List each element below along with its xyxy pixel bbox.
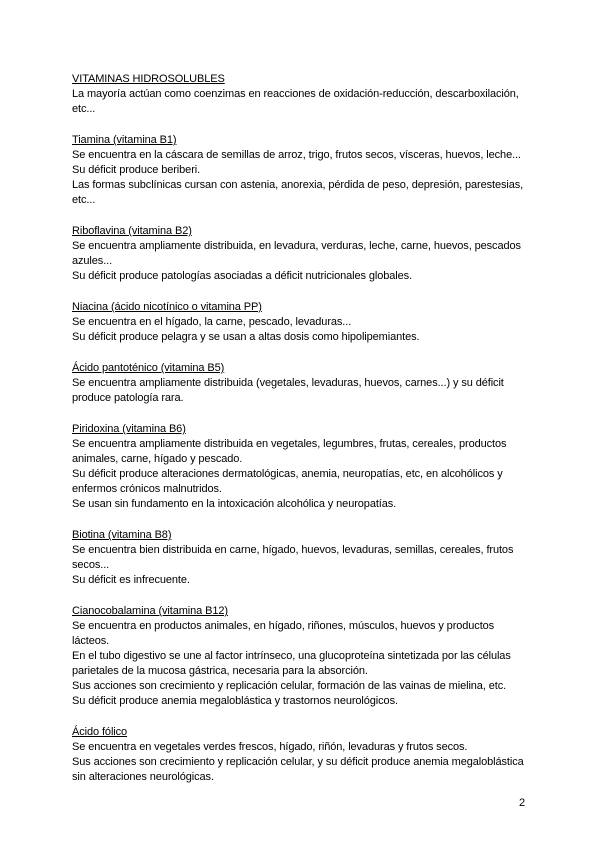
paragraph-line: Se encuentra en productos animales, en hígado, riñones, músculos, huevos y productos lácteos. (72, 620, 495, 647)
paragraph-line: La mayoría actúan como coenzimas en reacciones de oxidación-reducción, descarboxilación, etc... (72, 88, 519, 115)
section-heading: Piridoxina (vitamina B6) (72, 423, 186, 435)
section-heading: Ácido pantoténico (vitamina B5) (72, 362, 225, 374)
paragraph-line: Se encuentra ampliamente distribuida (vegetales, levaduras, huevos, carnes...) y su déficit produce patología rara. (72, 377, 504, 404)
page-number: 2 (519, 797, 526, 809)
section-heading: Niacina (ácido nicotínico o vitamina PP) (72, 301, 262, 313)
paragraph-line: Sus acciones son crecimiento y replicación celular, y su déficit produce anemia megaloblástica sin alteraciones neurológicas. (72, 756, 524, 783)
section-cianocobalamina (72, 604, 532, 709)
paragraph-line: Su déficit produce beriberi. (72, 164, 201, 176)
paragraph-line: Su déficit produce anemia megaloblástica y trastornos neurológicos. (72, 695, 398, 707)
section-heading: Ácido fólico (72, 726, 128, 738)
section-acido-pantotenico (72, 361, 532, 406)
section-heading: Tiamina (vitamina B1) (72, 134, 177, 146)
paragraph-line: Se encuentra en el hígado, la carne, pescado, levaduras... (72, 316, 352, 328)
section-heading: VITAMINAS HIDROSOLUBLES (72, 73, 225, 85)
section-tiamina (72, 133, 532, 208)
paragraph-line: Se encuentra bien distribuida en carne, hígado, huevos, levaduras, semillas, cereales, frutos secos... (72, 544, 514, 571)
section-niacina (72, 300, 532, 345)
paragraph-line: Su déficit produce patologías asociadas a déficit nutricionales globales. (72, 270, 413, 282)
paragraph-line: Se encuentra ampliamente distribuida en vegetales, legumbres, frutas, cereales, productos animales, carne, hígado y pescado. (72, 438, 507, 465)
paragraph-line: Las formas subclínicas cursan con astenia, anorexia, pérdida de peso, depresión, parestesias, etc... (72, 179, 524, 206)
paragraph-line: Sus acciones son crecimiento y replicación celular, formación de las vainas de mielina, etc. (72, 680, 507, 692)
document-body (72, 72, 532, 801)
paragraph-line: Su déficit es infrecuente. (72, 574, 190, 586)
paragraph-line: Se encuentra en la cáscara de semillas de arroz, trigo, frutos secos, vísceras, huevos, leche... (72, 149, 521, 161)
section-riboflavina (72, 224, 532, 284)
section-vitaminas-hidrosolubles (72, 72, 532, 117)
section-heading: Riboflavina (vitamina B2) (72, 225, 192, 237)
paragraph-line: Se encuentra en vegetales verdes frescos, hígado, riñón, levaduras y frutos secos. (72, 741, 468, 753)
section-piridoxina (72, 422, 532, 512)
paragraph-line: Su déficit produce alteraciones dermatológicas, anemia, neuropatías, etc, en alcohólicos y enfermos crónicos malnutridos. (72, 468, 503, 495)
paragraph-line: Su déficit produce pelagra y se usan a altas dosis como hipolipemiantes. (72, 331, 420, 343)
section-biotina (72, 528, 532, 588)
section-acido-folico (72, 725, 532, 785)
paragraph-line: En el tubo digestivo se une al factor intrínseco, una glucoproteína sintetizada por las células parietales de la mucosa gástrica, necesaria para la absorción. (72, 650, 511, 677)
paragraph-line: Se usan sin fundamento en la intoxicación alcohólica y neuropatías. (72, 498, 397, 510)
section-heading: Biotina (vitamina B8) (72, 529, 172, 541)
paragraph-line: Se encuentra ampliamente distribuida, en levadura, verduras, leche, carne, huevos, pescados azules... (72, 240, 521, 267)
section-heading: Cianocobalamina (vitamina B12) (72, 605, 228, 617)
